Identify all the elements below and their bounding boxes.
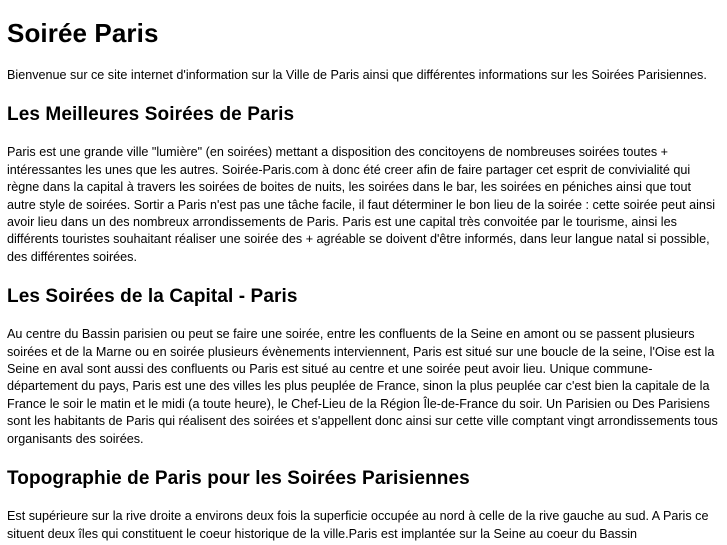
section-heading-soirees-capital: Les Soirées de la Capital - Paris xyxy=(7,286,298,308)
intro-paragraph: Bienvenue sur ce site internet d'information sur la Ville de Paris ainsi que différentes informations sur les Soirées Parisiennes. xyxy=(7,68,707,82)
section-text-topographie: Est supérieure sur la rive droite a environs deux fois la superficie occupée au nord à celle de la rive gauche au sud. A Paris ce situent deux îles qui constituent le coeur historique de la ville.Paris est implantée sur la Seine au coeur du Bassin xyxy=(7,509,709,541)
section-heading-meilleures-soirees: Les Meilleures Soirées de Paris xyxy=(7,104,295,126)
section-text-soirees-capital: Au centre du Bassin parisien ou peut se faire une soirée, entre les confluents de la Seine en amont ou se passent plusieurs soirées et de la Marne ou en soirée plusieurs évènements interviennent, Paris est situé sur une boucle de la seine, l'Oise est la Seine en aval sont aussi des confluents ou Paris est situé au centre et une soirée peut avoir lieu. Unique commune-département du pays, Paris est une des villes les plus peuplée de France, sinon la plus peuplée car c'est bien la capitale de la France le soir le matin et le midi (a toute heure), le Chef-Lieu de la Région Île-de-France du soir. Un Parisien ou Des Parisiens sont les habitants de Paris qui réalisent des soirées et s'appellent donc ainsi sur cette ville comptant vingt arrondissements tous organisants des soirées. xyxy=(7,327,718,446)
section-text-meilleures-soirees: Paris est une grande ville "lumière" (en soirées) mettant a disposition des concitoyens de nombreuses soirées toutes + intéressantes les unes que les autres. Soirée-Paris.com à donc été creer afin de faire partager cet esprit de convivialité qui règne dans la capital à travers les soirées de boites de nuits, les soirées dans le bar, les soirées en péniches ainsi que tout autre style de soirées. Sortir a Paris n'est pas une tâche facile, il faut déterminer le bon lieu de la soirée : cette soirée peut ainsi avoir lieu dans un des nombreux arrondissements de Paris. Paris est une capital très convoitée par le tourisme, ainsi les différents touristes souhaitant réaliser une soirée des + agréable se doivent d'être informés, dans leur langue natal si possible, des différentes soirées. xyxy=(7,145,716,264)
page-title: Soirée Paris xyxy=(7,18,159,48)
section-heading-topographie: Topographie de Paris pour les Soirées Parisiennes xyxy=(7,468,470,490)
